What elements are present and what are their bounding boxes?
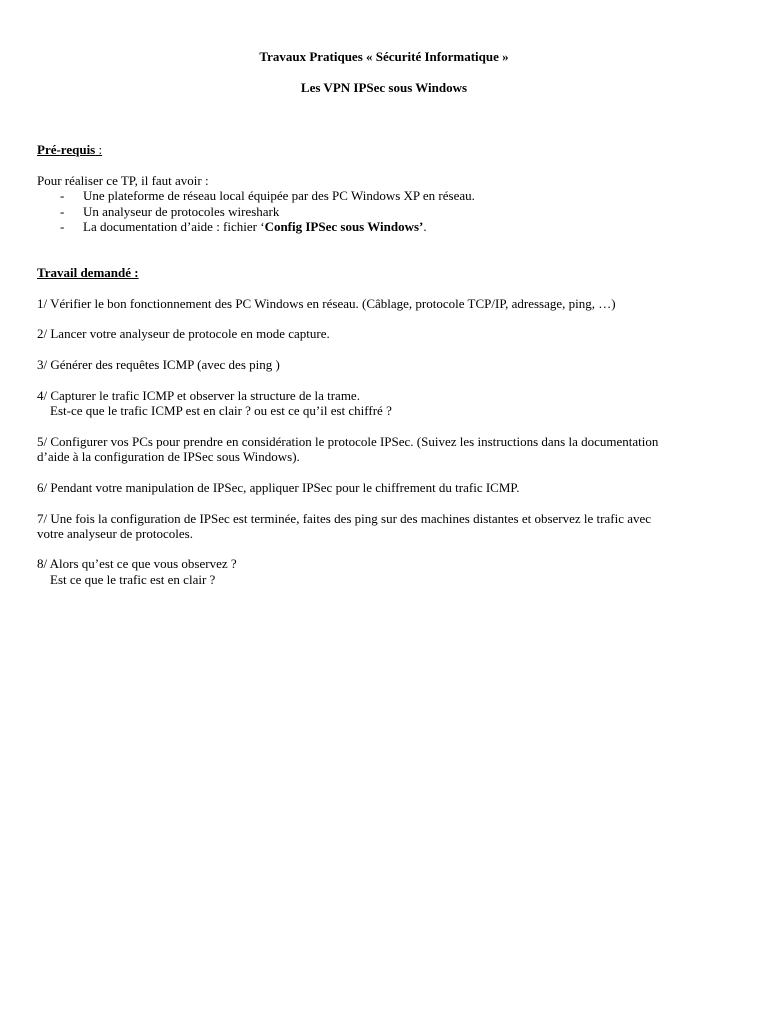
- step-8: 8/ Alors qu’est ce que vous observez ?: [37, 556, 237, 571]
- prereq-heading-line: [37, 142, 102, 157]
- step-7-continued: votre analyseur de protocoles.: [37, 526, 193, 541]
- prereq-item-doc: [83, 219, 427, 234]
- prereq-heading: Pré-requis: [37, 142, 96, 157]
- step-8-continued: Est ce que le trafic est en clair ?: [37, 572, 216, 587]
- prereq-item: Une plateforme de réseau local équipée par des PC Windows XP en réseau.: [83, 188, 475, 203]
- step-2: 2/ Lancer votre analyseur de protocole en mode capture.: [37, 326, 330, 341]
- doc-suffix: .: [423, 219, 427, 234]
- prereq-heading-colon: :: [95, 142, 103, 157]
- step-7: 7/ Une fois la configuration de IPSec est terminée, faites des ping sur des machines distantes et observez le trafic avec: [37, 511, 652, 526]
- work-heading: Travail demandé :: [37, 265, 139, 280]
- doc-prefix: La documentation d’aide : fichier ‘: [83, 219, 265, 234]
- step-5-continued: d’aide à la configuration de IPSec sous Windows).: [37, 449, 300, 464]
- step-5: 5/ Configurer vos PCs pour prendre en considération le protocole IPSec. (Suivez les instructions dans la documentation: [37, 434, 659, 449]
- prereq-item: Un analyseur de protocoles wireshark: [83, 204, 280, 219]
- document-subtitle: Les VPN IPSec sous Windows: [300, 80, 468, 95]
- bullet-dash: -: [60, 219, 65, 234]
- step-4-continued: Est-ce que le trafic ICMP est en clair ? ou est ce qu’il est chiffré ?: [37, 403, 392, 418]
- prereq-intro: Pour réaliser ce TP, il faut avoir :: [37, 173, 209, 188]
- document-title: Travaux Pratiques « Sécurité Informatique »: [259, 49, 509, 64]
- bullet-dash: -: [60, 188, 65, 203]
- step-6: 6/ Pendant votre manipulation de IPSec, appliquer IPSec pour le chiffrement du trafic ICMP.: [37, 480, 520, 495]
- step-4: 4/ Capturer le trafic ICMP et observer la structure de la trame.: [37, 388, 360, 403]
- doc-filename: Config IPSec sous Windows’: [264, 219, 424, 234]
- step-1: 1/ Vérifier le bon fonctionnement des PC Windows en réseau. (Câblage, protocole TCP/IP, adressage, ping, …): [37, 296, 616, 311]
- step-3: 3/ Générer des requêtes ICMP (avec des ping ): [37, 357, 280, 372]
- bullet-dash: -: [60, 204, 65, 219]
